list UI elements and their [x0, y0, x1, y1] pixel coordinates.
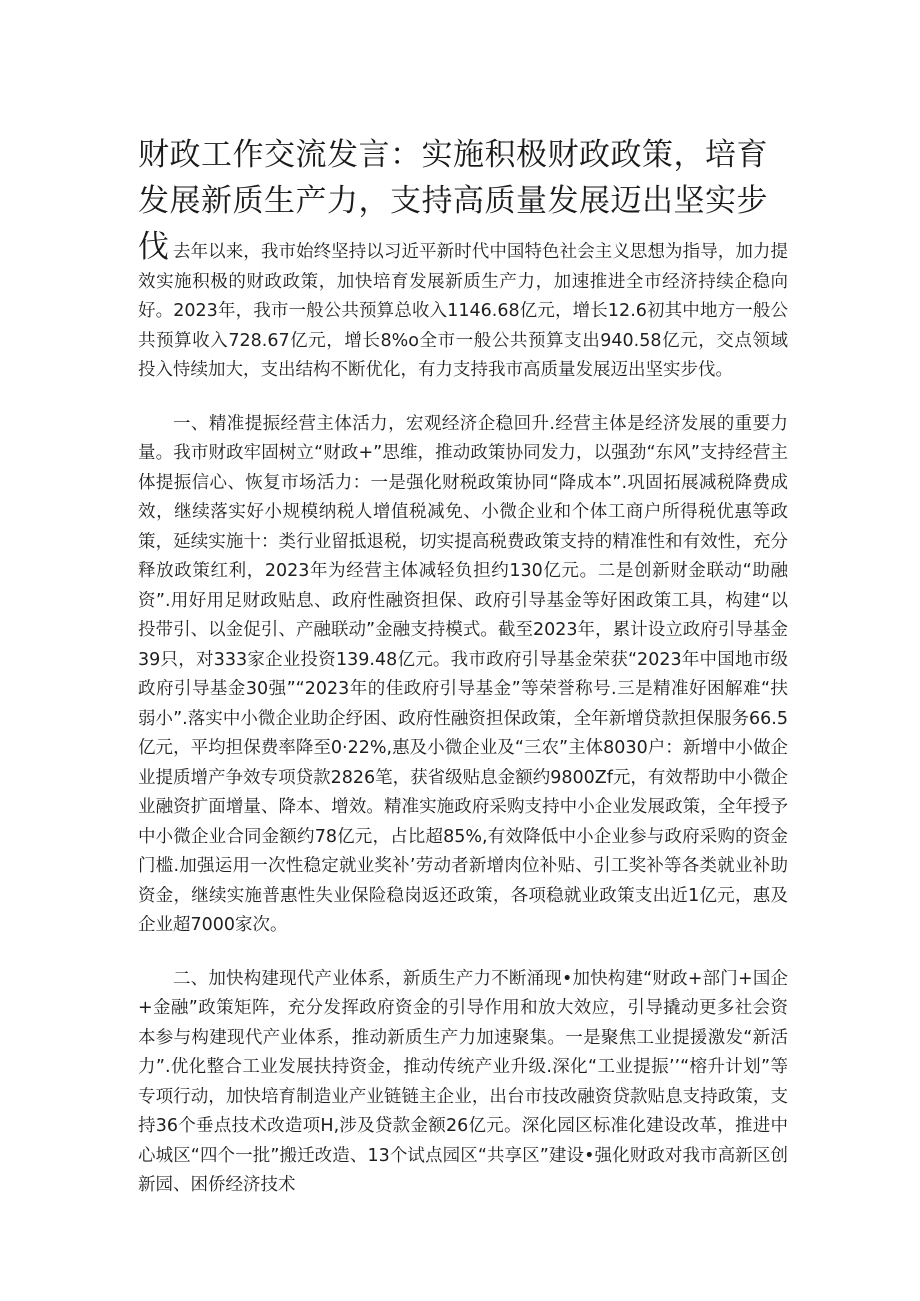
paragraph-section-1: 一、精准提振经营主体活力，宏观经济企稳回升.经营主体是经济发展的重要力量。我市财政牢固树立“财政+”思维，推动政策协同发力，以强劲“东风”支持经营主体提振信心、恢复市场活力：一是强化财税政策协同“降成本”.巩固拓展减税降费成效，继续落实好小规模纳税人增值税减免、小微企业和个体工商户所得税优惠等政策，延续实施十：类行业留抵退税，切实提高税费政策支持的精准性和有效性，充分释放政策红利，2023年为经营主体减轻负担约130亿元。二是创新财金联动“助融资”.用好用足财政贴息、政府性融资担保、政府引导基金等好困政策工具，构建“以投带引、以金促引、产融联动”金融支持模式。截至2023年，累计设立政府引导基金39只，对333家企业投资139.48亿元。我市政府引导基金荣获“2023年中国地市级政府引导基金30强”“2023年的佳政府引导基金”等荣誉称号.三是精准好困解难“扶弱小”.落实中小微企业助企纾困、政府性融资担保政策，全年新增贷款担保服务66.5亿元，平均担保费率降至0·22%,惠及小微企业及“三农”主体8030户：新增中小做企业提质增产争效专项贷款2826笔，获省级贴息金额约9800Zf元，有效帮助中小微企业融资扩面增量、降本、增效。精准实施政府采购支持中小企业发展政策，全年授予中小微企业合同金额约78亿元，占比超85%,有效降低中小企业参与政府采购的资金门槛.加强运用一次性稳定就业奖补’劳动者新增肉位补贴、引工奖补等各类就业补助资金，继续实施普惠性失业保险稳岗返还政策，各项稳就业政策支出近1亿元，惠及企业超7000家次。	[138, 413, 788, 935]
document-title: 财政工作交流发言：实施积极财政政策，培育发展新质生产力，支持高质量发展迈出坚实步伐	[138, 137, 768, 265]
document-body	[138, 238, 788, 1225]
paragraph-section-2: 二、加快构建现代产业体系，新质生产力不断涌现•加快构建“财政+部门+国企+金融”政策矩阵，充分发挥政府资金的引导作用和放大效应，引导撬动更多社会资本参与构建现代产业体系，推动新质生产力加速聚集。一是聚焦工业提援激发“新活力”.优化整合工业发展扶持资金，推动传统产业升级.深化“工业提振’’“榕升计划”等专项行动，加快培育制造业产业链链主企业，出台市技改融资贷款贴息支持政策，支持36个垂点技术改造项H,涉及贷款金额26亿元。深化园区标准化建设改革，推进中心城区“四个一批”搬迁改造、13个试点园区“共享区”建设•强化财政对我市高新区创新园、困侨经济技术	[138, 968, 788, 1195]
paragraph-intro: 去年以来，我市始终坚持以习近平新时代中国特色社会主义思想为指导，加力提效实施积极的财政政策，加快培育发展新质生产力，加速推进全市经济持续企稳向好。2023年，我市一般公共预算总收入1146.68亿元，增长12.6初其中地方一般公共预算收入728.67亿元，增长8%o全市一般公共预算支出940.58亿元，交点领域投入恃续加大，支出结构不断优化，有力支持我市高质量发展迈出坚实步伐。	[138, 242, 788, 380]
